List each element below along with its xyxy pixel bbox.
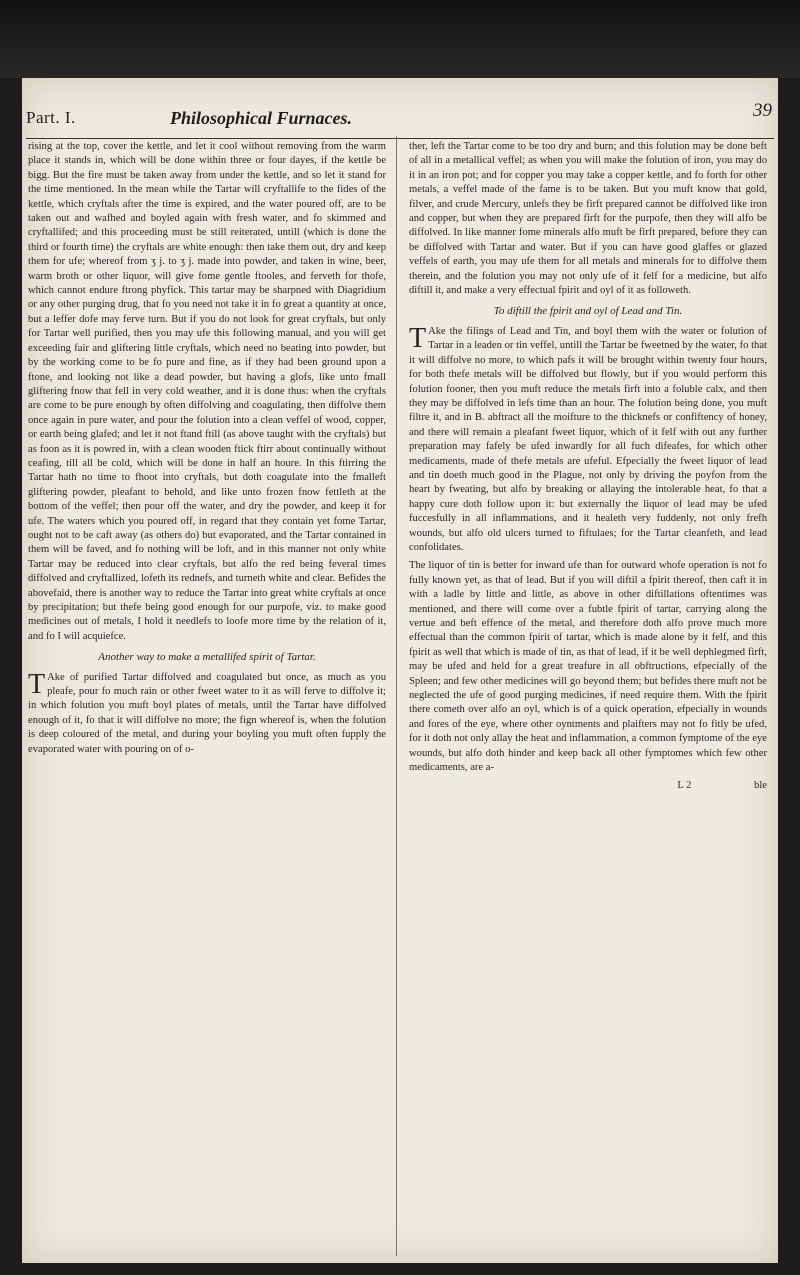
- page-number: 39: [753, 100, 772, 121]
- right-column: [409, 140, 767, 794]
- part-label: Part. I.: [26, 108, 76, 127]
- left-column: [28, 140, 386, 761]
- right-section-title: To diftill the fpirit and oyl of Lead and Tin.: [493, 305, 683, 318]
- right-dropcap: T: [409, 322, 427, 354]
- right-paragraph-1: ther, left the Tartar come to be too dry and burn; and this folution may be done beft of all in a metallical veffel; as when you will make the folution of iron, you may do it in an iron pot; and for copper you may take a copper kettle, and fo forth for other metals, a veffel made of the fame is to be taken. But you muft know that gold, filver, and crude Mercury, unlefs they be firft prepared cannot be diffolved like iron and copper, but when they are prepared firft for the purpofe, then they will alfo be diffolved. In like manner fome minerals alfo muft be firft prepared, before they can be diffolved with Tartar and water. But if you can have good glaffes or glazed veffels of earth, you may ufe them for all metals and minerals for to diffolve them therein, and the folution you may not only ufe of it felf for a medicine, but alfo diftill it, and make a very effectual fpirit and oyl of it as followeth.: [409, 141, 767, 297]
- left-paragraph-2: [28, 668, 386, 757]
- left-paragraph-1: rising at the top, cover the kettle, and let it cool without removing from the warm place it stands in, which will be done within three or four dayes, if the kettle be bigg. But the fire must be taken away from under the kettle, and so let it stand for the time mentioned. In the mean while the Tartar will cryftallife to the fides of the kettle, which cryftals after the time is expired, and the water poured off, are to be taken out and wafhed and boyled again with fresh water, and fo skimmed and cryftallifed; and this proceeding must be still reiterated, untill (which is done the third or fourth time) the cryftals are white enough: then take them out, dry and keep them for ufe; whereof from ʒ j. to ʒ j. made into powder, and taken in wine, beer, warm broth or other liquor, will give fome gentle ftooles, and ferveth for thofe, which cannot endure ftrong phyfick. This tartar may be sharpned with Diagridium or any other purging drug, that fo you need not take it in fo great a quantity at once, but a leffer dofe may ferve turn. But if you do not look for great cryftals, but only for Tartar well purified, then you may ufe this following manual, and you will get exceeding fair and gliftering little cryftals, which need no beating into powder, but by the working come to be fo pure and fine, as if they had been ground upon a ftone, and looking not like a dead powder, but having a glofs, like unto fmall gliftering fnow that fell in very cold weather, and it is done thus: when the cryftals are come to be pure enough by often diffolving and coagulating, then diffolve them once again in pure water, and pour the folution into a clean veffel of wood, copper, or earth being glafed; and let it not ftand ftill (as above taught with the cryftals) but as foon as it is powred in, with a clean wooden ftick ftirr about continually without ceafing, till all be cold, which will be done in half an houre. In this ftirring the Tartar hath no time to fhoot into cryftals, but doth coagulate into the fmalleft gliftering powder, pleafant to behold, and like unto frozen fnow fettleth at the bottom of the veffel; then pour off the water, and dry the powder, and keep it for ufe. The waters which you poured off, in regard that they contain yet fome Tartar, ought not to be caft away (as others do) but evaporated, and the Tartar contained in them will be faved, and fo nothing will be loft, and in this manner not only white Tartar may be reduced into clear cryftals, but alfo the red being feveral times diffolved and cryftallized, lofeth its rednefs, and turneth white and clear. Befides the abovefaid, there is another way to reduce the Tartar into great white cryftals at once by precipitation; but thefe being good enough for our purpofe, viz. to make good medicines out of metals, I hold it needlefs to loofe more time by the relation of it, and fo I will acquiefce.: [28, 141, 386, 642]
- signature-mark: L 2: [677, 780, 692, 792]
- running-title: Philosophical Furnaces.: [170, 108, 353, 128]
- catchword: ble: [754, 780, 767, 792]
- scan-background-top: [0, 0, 800, 78]
- right-paragraph-3: The liquor of tin is better for inward ufe than for outward whofe operation is not fo fully known yet, as that of lead. But if you will diftil a fpirit thereof, then caft it in with a ladle by little and little, as above in other diftillations oftentimes was mentioned, and there will come over a fubtle fpirit of tartar, carrying along the vertue and beft effence of the metal, and therefore doth alfo prove much more effectual than the common fpirit of tartar, which is made alone by it felf, and this fpirit as well that which is made of tin, as that of lead, if it be well dephlegmed firft, may be ufed and held for a great treafure in all obftructions, efpecially of the Spleen; and few other medicines will go beyond them; but befides there muft not be neglected the ufe of good purging medicines, if need require them. With the fpirit there cometh over alfo an oyl, which is of a quick operation, efpecially in wounds and fores of the eye, where other oyntments and plaifters may not fo fitly be ufed, for it doth not only allay the heat and inflammation, a common fymptome of the eye wounds, but alfo doth hinder and keep back all other fymptomes which few other medicaments, are a-: [409, 560, 767, 774]
- column-divider: [396, 136, 397, 1256]
- page-header: [22, 90, 778, 130]
- signature-line: [409, 779, 767, 793]
- right-paragraph-2: [409, 322, 767, 556]
- header-rule: [26, 138, 774, 139]
- right-paragraph-2-text: Ake the filings of Lead and Tin, and boyl them with the water or folution of Tartar in a leaden or tin veffel, untill the Tartar be fweetned by the water, fo that it will diffolve no more, to which pafs it will be brought within twenty four hours, for both thefe metals will be diffolved but flowly, but if you would perform this folution fooner, then you muft reduce the metals firft into a foluble calx, and then they may be diffolved in lefs time than an hour. The folution being done, you muft filtre it, and in B. abftract all the moifture to the thicknefs or confiftency of honey, and there will remain a pleafant fweet liquor, which of it felf with out any further preparation may fafely be ufed inwardly for all fuch difeafes, for which other medicaments, made of thefe metals are ufeful. Efpecially the fweet liquor of lead and tin doeth much good in the Plague, not only by driving the poyfon from the heart by fweating, but alfo by breaking or allaying the intolerable heat, fo that a happy cure doth follow upon it: but externally the liquor of lead may be ufed fuccesfully in all inflammations, and it healeth very fuddenly, not only frefh wounds, but alfo old ulcers turned to fiftulaes; for the Tartar cleanfeth, and lead confolidates.: [409, 325, 767, 553]
- left-dropcap: T: [28, 668, 46, 700]
- book-page: [22, 78, 778, 1263]
- left-section-title: Another way to make a metallifed spirit of Tartar.: [98, 651, 316, 664]
- left-paragraph-2-text: Ake of purified Tartar diffolved and coagulated but once, as much as you pleafe, pour fo much rain or other fweet water to it as will ferve to diffolve it; in which folution you muft boyl plates of metals, until the Tartar have diffolved enough of it, fo that it will diffolve no more; the fign whereof is, when the folution is deep coloured of the metal, and during your boyling you muft often fupply the evaporated water with pouring on of o-: [28, 671, 386, 755]
